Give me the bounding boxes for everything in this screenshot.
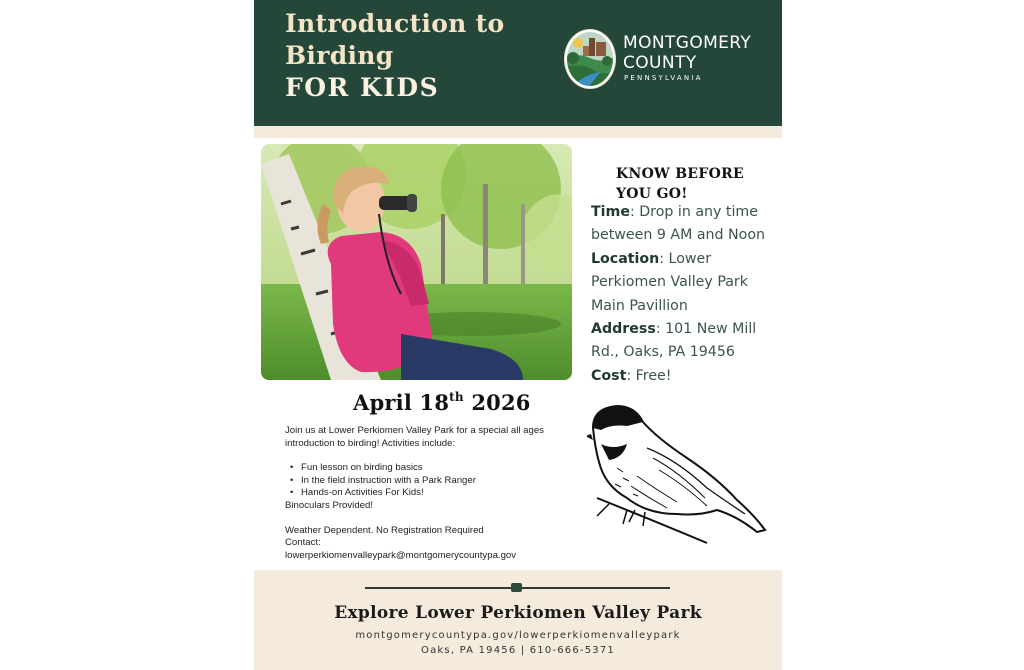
address-label: Address (591, 321, 656, 338)
divider-ornament-icon (511, 583, 522, 592)
date-month-day: April 18 (353, 390, 450, 415)
county-line-3: PENNSYLVANIA (624, 74, 703, 82)
girl-with-binoculars-photo (261, 144, 572, 380)
address-phone: Oaks, PA 19456 | 610-666-5371 (421, 645, 615, 656)
title-line-1: Introduction to (285, 9, 505, 38)
header (254, 0, 782, 126)
time-value: : Drop in any time between 9 AM and Noon (591, 204, 766, 244)
location-detail (591, 248, 781, 318)
event-details (591, 201, 781, 388)
cost-label: Cost (591, 367, 627, 384)
county-line-1: MONTGOMERY (623, 33, 752, 53)
footer (254, 570, 782, 670)
address-detail (591, 318, 781, 365)
cost-value: : Free! (626, 367, 672, 384)
county-name (623, 33, 751, 82)
county-logo-icon (563, 28, 617, 90)
binoculars-note: Binoculars Provided! (285, 499, 373, 511)
time-detail (591, 201, 781, 248)
list-item: • In the field instruction with a Park Ranger (285, 475, 575, 488)
know-before-line-2: YOU GO! (616, 186, 688, 202)
event-description (285, 425, 575, 562)
event-date (353, 390, 531, 415)
explore-heading: Explore Lower Perkiomen Valley Park (334, 603, 702, 623)
list-item: • Hands-on Activities For Kids! (285, 487, 575, 500)
contact-email[interactable]: lowerperkiomenvalleypark@montgomerycountypa.gov (285, 549, 517, 561)
location-label: Location (591, 250, 660, 267)
cost-detail (591, 365, 781, 388)
page-title (285, 8, 504, 104)
address-value: : 101 New Mill Rd., Oaks, PA 19456 (591, 321, 757, 361)
intro-text: Join us at Lower Perkiomen Valley Park for a special all ages introduction to birding! Activities include: (285, 425, 544, 449)
list-item: • Fun lesson on birding basics (285, 462, 575, 475)
date-year: 2026 (463, 390, 531, 415)
time-label: Time (591, 204, 630, 220)
cream-band (254, 126, 782, 138)
county-line-2: COUNTY (623, 53, 697, 73)
park-url-link[interactable]: montgomerycountypa.gov/lowerperkiomenvalleypark (355, 630, 681, 641)
know-before-heading (616, 164, 744, 204)
flyer (254, 0, 782, 670)
know-before-line-1: KNOW BEFORE (616, 166, 745, 182)
activities-list (285, 462, 575, 500)
location-value: : Lower Perkiomen Valley Park Main Pavillion (591, 250, 748, 314)
date-suffix: th (449, 390, 464, 404)
title-line-2: Birding (285, 41, 394, 70)
title-line-3: FOR KIDS (285, 73, 440, 102)
chickadee-icon (587, 398, 767, 550)
contact-label: Contact: (285, 537, 321, 549)
weather-note: Weather Dependent. No Registration Required (285, 524, 484, 536)
